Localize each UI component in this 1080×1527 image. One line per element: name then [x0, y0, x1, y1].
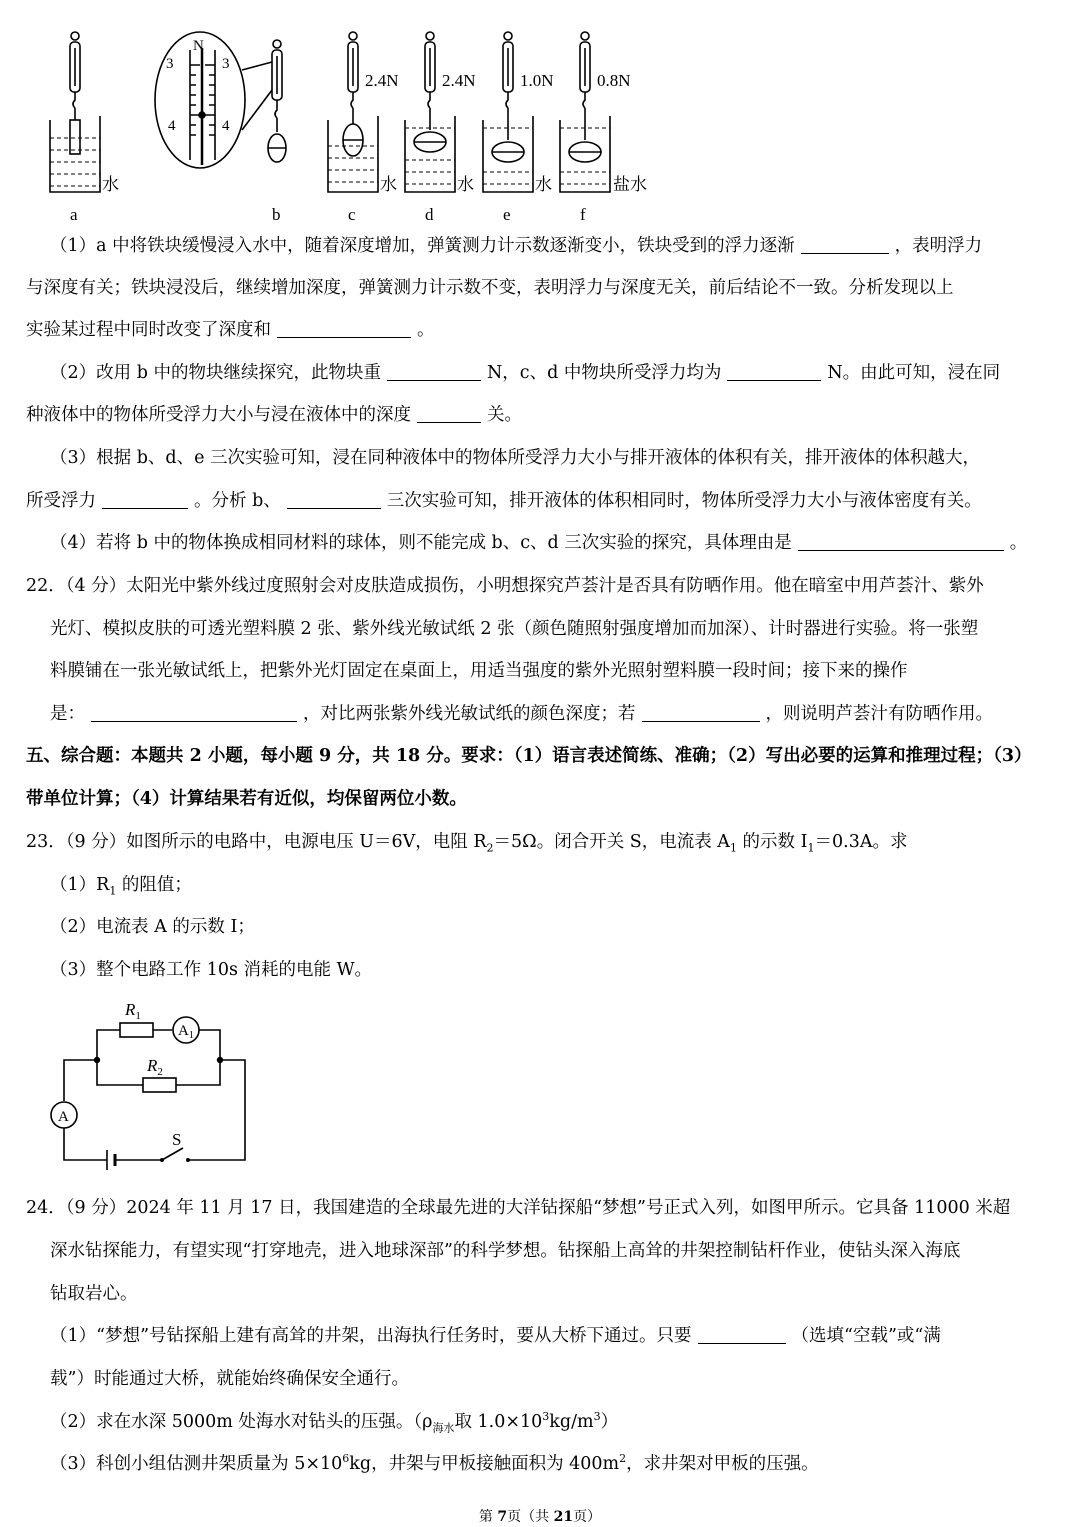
reading-d: 2.4N [442, 71, 476, 90]
q24-line3: 钻取岩心。 [50, 1284, 138, 1304]
panel-label-d: d [425, 205, 434, 224]
panel-label-b: b [272, 205, 281, 224]
section5-heading-line2: 带单位计算；（4）计算结果若有近似，均保留两位小数。 [26, 789, 467, 809]
answer-blank[interactable] [387, 363, 481, 381]
setup-a [50, 32, 100, 192]
setup-b [155, 32, 286, 168]
page-footer: 第 7页（共 21页） [478, 1509, 602, 1525]
page-number: 7 [497, 1509, 508, 1525]
scale-mark-4-right: 4 [222, 118, 230, 134]
scale-mark-3-left: 3 [166, 56, 174, 72]
q22-line3: 料膜铺在一张光敏试纸上，把紫外光灯固定在桌面上，用适当强度的紫外光照射塑料膜一段时间；接下来的操作 [50, 661, 908, 681]
answer-blank[interactable] [727, 363, 821, 381]
liquid-c: 水 [380, 175, 397, 194]
reading-e: 1.0N [520, 71, 554, 90]
section5-heading-line1: 五、综合题：本题共 2 小题，每小题 9 分，共 18 分。要求：（1）语言表述简练、准确；（2）写出必要的运算和推理过程；（3） [26, 746, 1032, 766]
panel-label-c: c [348, 205, 356, 224]
answer-blank[interactable] [277, 320, 411, 338]
panel-label-a: a [70, 205, 78, 224]
q23-part2: （2）电流表 A 的示数 I； [50, 917, 255, 937]
q21-part4: （4）若将 b 中的物体换成相同材料的球体，则不能完成 b、c、d 三次实验的探究，具体理由是 。 [50, 533, 1028, 553]
q22-line1: 22．（4 分）太阳光中紫外线过度照射会对皮肤造成损伤，小明想探究芦荟汁是否具有防晒作用。他在暗室中用芦荟汁、紫外 [26, 576, 984, 596]
setup-e [483, 32, 533, 192]
q21-part1-line3: 实验某过程中同时改变了深度和 。 [26, 320, 435, 340]
q24-part2: （2）求在水深 5000m 处海水对钻头的压强。（$\rho_{海水}$取 $1.0\times 10^3kg/m^3$） [50, 1410, 619, 1435]
q24-part1-line2: 载”）时能通过大桥，就能始终确保安全通行。 [50, 1369, 409, 1389]
label-r2: $R_2$ [147, 1056, 163, 1078]
page-total: 21 [553, 1509, 574, 1525]
label-r1: $R_1$ [125, 1000, 141, 1022]
answer-blank[interactable] [417, 405, 481, 423]
answer-blank[interactable] [287, 491, 381, 509]
q23-part1: $(1)R_1$ 的阻值； [50, 875, 192, 898]
ammeter-a1-label: $A_1$ [178, 1023, 194, 1041]
circuit-diagram [40, 995, 260, 1175]
liquid-a: 水 [102, 175, 119, 194]
reading-f: 0.8N [597, 71, 631, 90]
scale-mark-4-left: 4 [168, 118, 176, 134]
switch-label: S [172, 1130, 182, 1149]
q21-part1-line2: 与深度有关；铁块浸没后，继续增加深度，弹簧测力计示数不变，表明浮力与深度无关，前后结论不一致。分析发现以上 [26, 278, 954, 298]
panel-label-f: f [580, 205, 586, 224]
buoyancy-experiment-figure [30, 20, 730, 230]
q21-part2-line2: 种液体中的物体所受浮力大小与浸在液体中的深度 关。 [26, 405, 522, 425]
answer-blank[interactable] [801, 236, 889, 254]
answer-blank[interactable] [102, 491, 188, 509]
q24-line1: 24．（9 分）2024 年 11 月 17 日，我国建造的全球最先进的大洋钻探船“梦想”号正式入列，如图甲所示。它具备 11000 米超 [26, 1198, 1011, 1218]
q24-part1-line1: （1）“梦想”号钻探船上建有高耸的井架，出海执行任务时，要从大桥下通过。只要 （选填“空载”或“满 [50, 1326, 941, 1346]
scale-unit: N [193, 38, 204, 54]
liquid-d: 水 [457, 175, 474, 194]
q21-part1-line1: （1）a 中将铁块缓慢浸入水中，随着深度增加，弹簧测力计示数逐渐变小，铁块受到的浮力逐渐 ，表明浮力 [50, 236, 983, 256]
q21-part2-line1: （2）改用 b 中的物块继续探究，此物块重 N，c、d 中物块所受浮力均为 N。由此可知，浸在同 [50, 363, 1001, 383]
liquid-e: 水 [535, 175, 552, 194]
q24-part3: （3）科创小组估测井架质量为 $5\times 10^6kg$，井架与甲板接触面积为 $400m^2$，求井架对甲板的压强。 [50, 1452, 819, 1474]
liquid-f: 盐水 [613, 175, 647, 194]
reading-c: 2.4N [365, 71, 399, 90]
q21-part3-line1: （3）根据 b、d、e 三次实验可知，浸在同种液体中的物体所受浮力大小与排开液体的体积有关，排开液体的体积越大， [50, 448, 981, 468]
answer-blank[interactable] [642, 704, 760, 722]
q22-line2: 光灯、模拟皮肤的可透光塑料膜 2 张、紫外线光敏试纸 2 张（颜色随照射强度增加而加深）、计时器进行实验。将一张塑 [50, 619, 979, 639]
scale-mark-3-right: 3 [222, 56, 230, 72]
setup-c [328, 32, 378, 192]
answer-blank[interactable] [798, 533, 1004, 551]
setup-d [405, 32, 455, 192]
setup-f [560, 32, 610, 192]
ammeter-a-label: A [58, 1109, 69, 1125]
q23-stem: 23．（9 分）如图所示的电路中，电源电压 U＝6V，电阻 $R_2=5\Omega$。闭合开关 S，电流表 $A_1$ 的示数 $I_1=0.3A$。求 [26, 832, 908, 855]
answer-blank[interactable] [698, 1326, 786, 1344]
q21-part3-line2: 所受浮力 。分析 b、 三次实验可知，排开液体的体积相同时，物体所受浮力大小与液体密度有关。 [26, 491, 982, 511]
q24-line2: 深水钻探能力，有望实现“打穿地壳，进入地球深部”的科学梦想。钻探船上高耸的井架控制钻杆作业，使钻头深入海底 [50, 1241, 961, 1261]
q22-line4: 是： ，对比两张紫外线光敏试纸的颜色深度；若 ，则说明芦荟汁有防晒作用。 [50, 704, 993, 724]
answer-blank[interactable] [91, 704, 297, 722]
panel-label-e: e [503, 205, 511, 224]
q23-part3: （3）整个电路工作 10s 消耗的电能 W。 [50, 960, 373, 980]
